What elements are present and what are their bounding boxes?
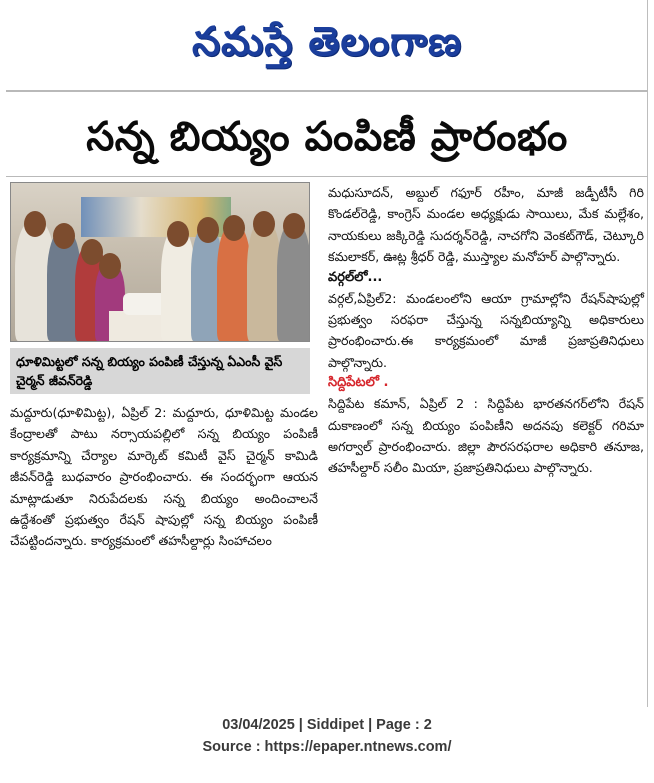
footer-date-line: 03/04/2025 | Siddipet | Page : 2 — [222, 717, 432, 733]
headline: సన్న బియ్యం పంపిణీ ప్రారంభం — [86, 114, 568, 160]
news-photo — [10, 182, 310, 342]
subhead-vargal: వర్గల్‌లో... — [328, 269, 383, 285]
footer-source-line: Source : https://epaper.ntnews.com/ — [202, 739, 452, 755]
masthead-title: నమస్తే తెలంగాణ — [191, 19, 463, 65]
headline-divider — [6, 176, 648, 177]
article-body-right-1: మధుసూదన్, అబ్దుల్ గఫూర్ రహీం, మాజీ జడ్పీటీసీ గిరి కొండల్‌రెడ్డి, కాంగ్రెస్ మండల అధ్యక్షుడు సాయిలు, మేక మల్లేశం, నాయకులు జక్కిరెడ్డి సుదర్శన్‌రెడ్డి, నాచగోని వెంకట్‌గౌడ్, చెట్కూరి కమలాకర్, ఊట్ల శ్రీధర్ రెడ్డి, ముస్త్యాల మనోహర్ పాల్గొన్నారు. — [328, 185, 644, 265]
subhead-siddipet: సిద్దిపేటలో . — [328, 375, 389, 391]
left-column — [10, 182, 318, 702]
masthead — [6, 4, 648, 80]
article-body-right-3: సిద్దిపేట కమాన్, ఏప్రిల్ 2 : సిద్దిపేట భారతనగర్‌లోని రేషన్ దుకాణంలో సన్న బియ్యం పంపిణీని అదనపు కలెక్టర్ గరిమా అగర్వాల్ ప్రారంభించారు. జిల్లా పౌరసరఫరాల అధికారి తనూజ, తహసీల్దార్ సలీం మియా, ప్రజాప్రతినిధులు పాల్గొన్నారు. — [328, 396, 644, 476]
photo-caption: ధూళిమిట్టలో సన్న బియ్యం పంపిణీ చేస్తున్న ఏఎంసీ వైస్ చైర్మన్ జీవన్‌రెడ్డి — [10, 348, 310, 394]
right-column — [328, 182, 644, 702]
article-body-right-2: వర్గల్,ఏప్రిల్2: మండలంలోని ఆయా గ్రామాల్లోని రేషన్‌షాపుల్లో ప్రభుత్వం సరఫరా చేస్తున్న సన్నబియ్యాన్ని అధికారులు ప్రారంభించారు.ఈ కార్యక్రమంలో మాజీ ప్రజాప్రతినిధులు పాల్గొన్నారు. — [328, 290, 644, 370]
masthead-divider — [6, 90, 648, 92]
news-clipping — [6, 0, 648, 707]
footer — [0, 714, 654, 758]
article-body-left: మద్దూరు(ధూళిమిట్ట), ఏప్రిల్ 2: మద్దూరు, ధూళిమిట్ట మండల కేంద్రాలతో పాటు నర్సాయపల్లిలో సన్న బియ్యం పంపిణీ కార్యక్రమాన్ని చేర్యాల మార్కెట్ కమిటీ వైస్ చైర్మన్ కామిడి జీవన్‌రెడ్డి బుధవారం ప్రారంభించారు. ఈ సందర్భంగా ఆయన మాట్లాడుతూ నిరుపేదలకు సన్న బియ్యం అందించాలనే ఉద్దేశంతో ప్రభుత్వం రేషన్ షాపుల్లో సన్న బియ్యం పంపిణీ చేపట్టిందన్నారు. కార్యక్రమంలో తహసీల్దార్లు సింహాచలం — [10, 405, 318, 549]
